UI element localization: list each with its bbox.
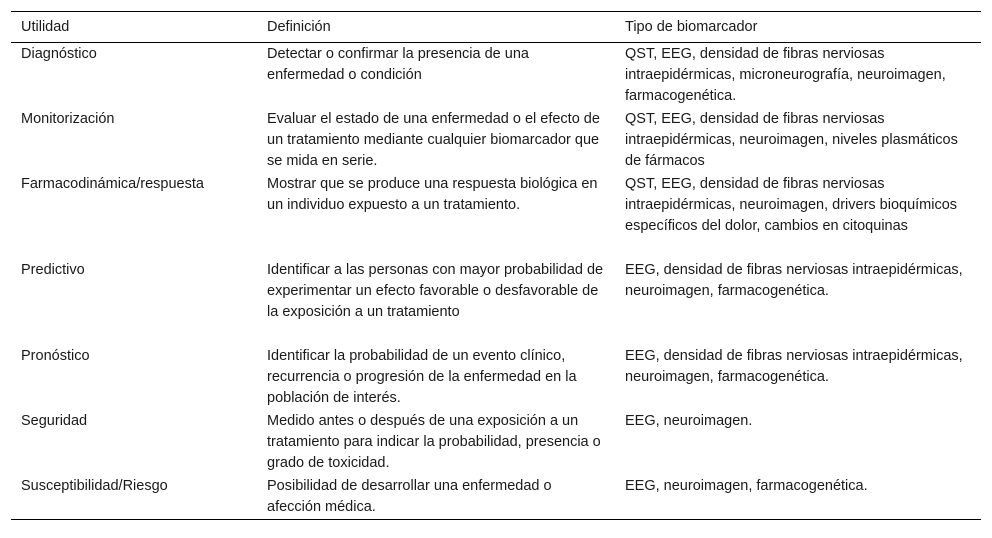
cell-utilidad: Susceptibilidad/Riesgo [21,478,168,494]
table-body [11,43,981,520]
cell-utilidad: Seguridad [21,413,88,429]
cell-definicion: Identificar la probabilidad de un evento clínico, recurrencia o progresión de la enfermedad en la población de interés. [267,348,577,406]
cell-definicion: Detectar o confirmar la presencia de una enfermedad o condición [267,46,529,83]
cell-tipo: QST, EEG, densidad de fibras nerviosas intraepidérmicas, neuroimagen, niveles plasmáticos de fármacos [625,111,958,169]
cell-definicion: Mostrar que se produce una respuesta biológica en un individuo expuesto a un tratamiento. [267,176,598,213]
cell-tipo: EEG, neuroimagen, farmacogenética. [625,478,868,494]
table-row [11,475,981,520]
cell-definicion: Medido antes o después de una exposición a un tratamiento para indicar la probabilidad, presencia o grado de toxicidad. [267,413,601,471]
cell-utilidad: Diagnóstico [21,46,97,62]
table-row [11,108,981,173]
cell-utilidad: Monitorización [21,111,115,127]
cell-utilidad: Predictivo [21,262,85,278]
cell-utilidad: Pronóstico [21,348,90,364]
cell-utilidad: Farmacodinámica/respuesta [21,176,204,192]
cell-definicion: Posibilidad de desarrollar una enfermedad o afección médica. [267,478,552,515]
cell-definicion: Evaluar el estado de una enfermedad o el efecto de un tratamiento mediante cualquier biomarcador que se mida en serie. [267,111,600,169]
header-tipo-biomarcador: Tipo de biomarcador [625,19,758,35]
header-definicion: Definición [267,19,331,35]
cell-tipo: EEG, neuroimagen. [625,413,753,429]
biomarker-table-container [11,11,981,520]
cell-tipo: EEG, densidad de fibras nerviosas intraepidérmicas, neuroimagen, farmacogenética. [625,262,963,299]
table-row [11,259,981,345]
cell-tipo: EEG, densidad de fibras nerviosas intraepidérmicas, neuroimagen, farmacogenética. [625,348,963,385]
biomarker-table [11,11,981,520]
table-row [11,345,981,410]
cell-tipo: QST, EEG, densidad de fibras nerviosas intraepidérmicas, microneurografía, neuroimagen, farmacogenética. [625,46,946,104]
table-row [11,43,981,109]
header-utilidad: Utilidad [21,19,70,35]
table-header [11,12,981,43]
cell-definicion: Identificar a las personas con mayor probabilidad de experimentar un efecto favorable o desfavorable de la exposición a un tratamiento [267,262,604,320]
cell-tipo: QST, EEG, densidad de fibras nerviosas intraepidérmicas, neuroimagen, drivers bioquímicos específicos del dolor, cambios en citoquinas [625,176,958,234]
table-row [11,173,981,259]
header-row [11,12,981,43]
table-row [11,410,981,475]
